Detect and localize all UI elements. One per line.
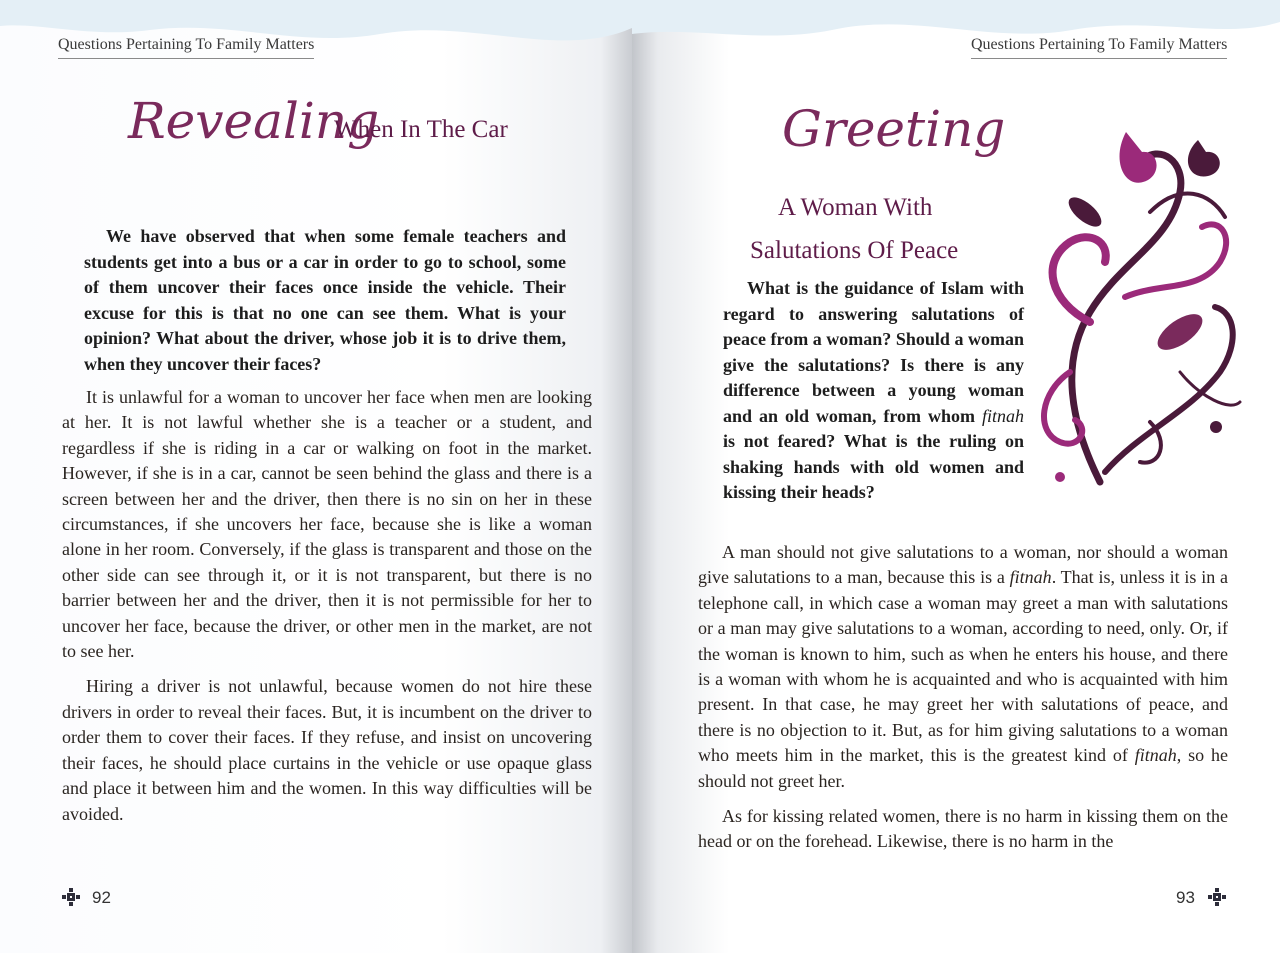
left-page [0,0,632,953]
subtitle-line-2: Salutations Of Peace [750,237,959,264]
title-rest: When In The Car [334,116,508,143]
running-head: Questions Pertaining To Family Matters [971,36,1227,59]
answer-paragraph: A man should not give salutations to a woman, nor should a woman give salutations to a man, because this is a fitnah. That is, unless it is in a telephone call, in which case a woman may greet a man with salutations or a man may give salutations to a woman, according to need, only. Or, if the woman is known to him, such as when he enters his house, and there is a woman with whom he is acquainted and who is acquainted with him present. In that case, he may greet her with salutations of peace, and there is no objection to it. But, as for him giving salutations to a woman who meets him in the market, this is the greatest kind of fitnah, so he should not greet her. [698,542,1228,791]
floral-flourish-icon [1030,122,1248,494]
page-ornament-icon [62,888,80,906]
page-number: 92 [92,888,111,907]
running-head: Questions Pertaining To Family Matters [58,36,314,59]
title-script-word: Revealing [128,92,380,150]
right-page [632,0,1280,953]
answer-paragraph: It is unlawful for a woman to uncover her face when men are looking at her. It is not lawful whether she is a teacher or a student, and regardless if she is riding in a car or walking on foot in the market. However, if she is in a car, cannot be seen behind the glass and there is a screen between her and the driver, then there is no sin on her in these circumstances, if she uncovers her face, because she is like a woman alone in her room. Conversely, if the glass is transparent and those on the other side can see through it, or it is not transparent, but there is no barrier between her and the driver, then it is not permissible for her to uncover her face, because the driver, or other men in the market, are not to see her. [62,387,592,662]
answer-paragraph: Hiring a driver is not unlawful, because women do not hire these drivers in order to reveal their faces. But, it is incumbent on the driver to order them to cover their faces. If they refuse, and insist on uncovering their faces, he should place curtains in the vehicle or use opaque glass and place it between him and the women. In this way difficulties will be avoided. [62,676,592,824]
question-text: We have observed that when some female teachers and students get into a bus or a car in order to go to school, some of them uncover their faces once inside the vehicle. Their excuse for this is that no one can see them. What is your opinion? What about the driver, whose job it is to drive them, when they uncover their faces? [84,226,566,374]
header-wave-decoration [632,0,1280,70]
subtitle-line-1: A Woman With [778,194,933,221]
answer-body [62,385,592,837]
answer-paragraph: As for kissing related women, there is no harm in kissing them on the head or on the forehead. Likewise, there is no harm in the [698,806,1228,852]
answer-body [698,540,1228,865]
page-number: 93 [1176,888,1195,907]
question-text: What is the guidance of Islam with regard to answering salutations of peace from a woman? Should a woman give the salutations? Is there is any difference between a young woman and an old woman, from whom fitnah is not feared? What is the ruling on shaking hands with old women and kissing their heads? [723,278,1024,502]
title-script-word: Greeting [782,100,1006,158]
header-wave-decoration [0,0,632,70]
page-ornament-icon [1208,888,1226,906]
